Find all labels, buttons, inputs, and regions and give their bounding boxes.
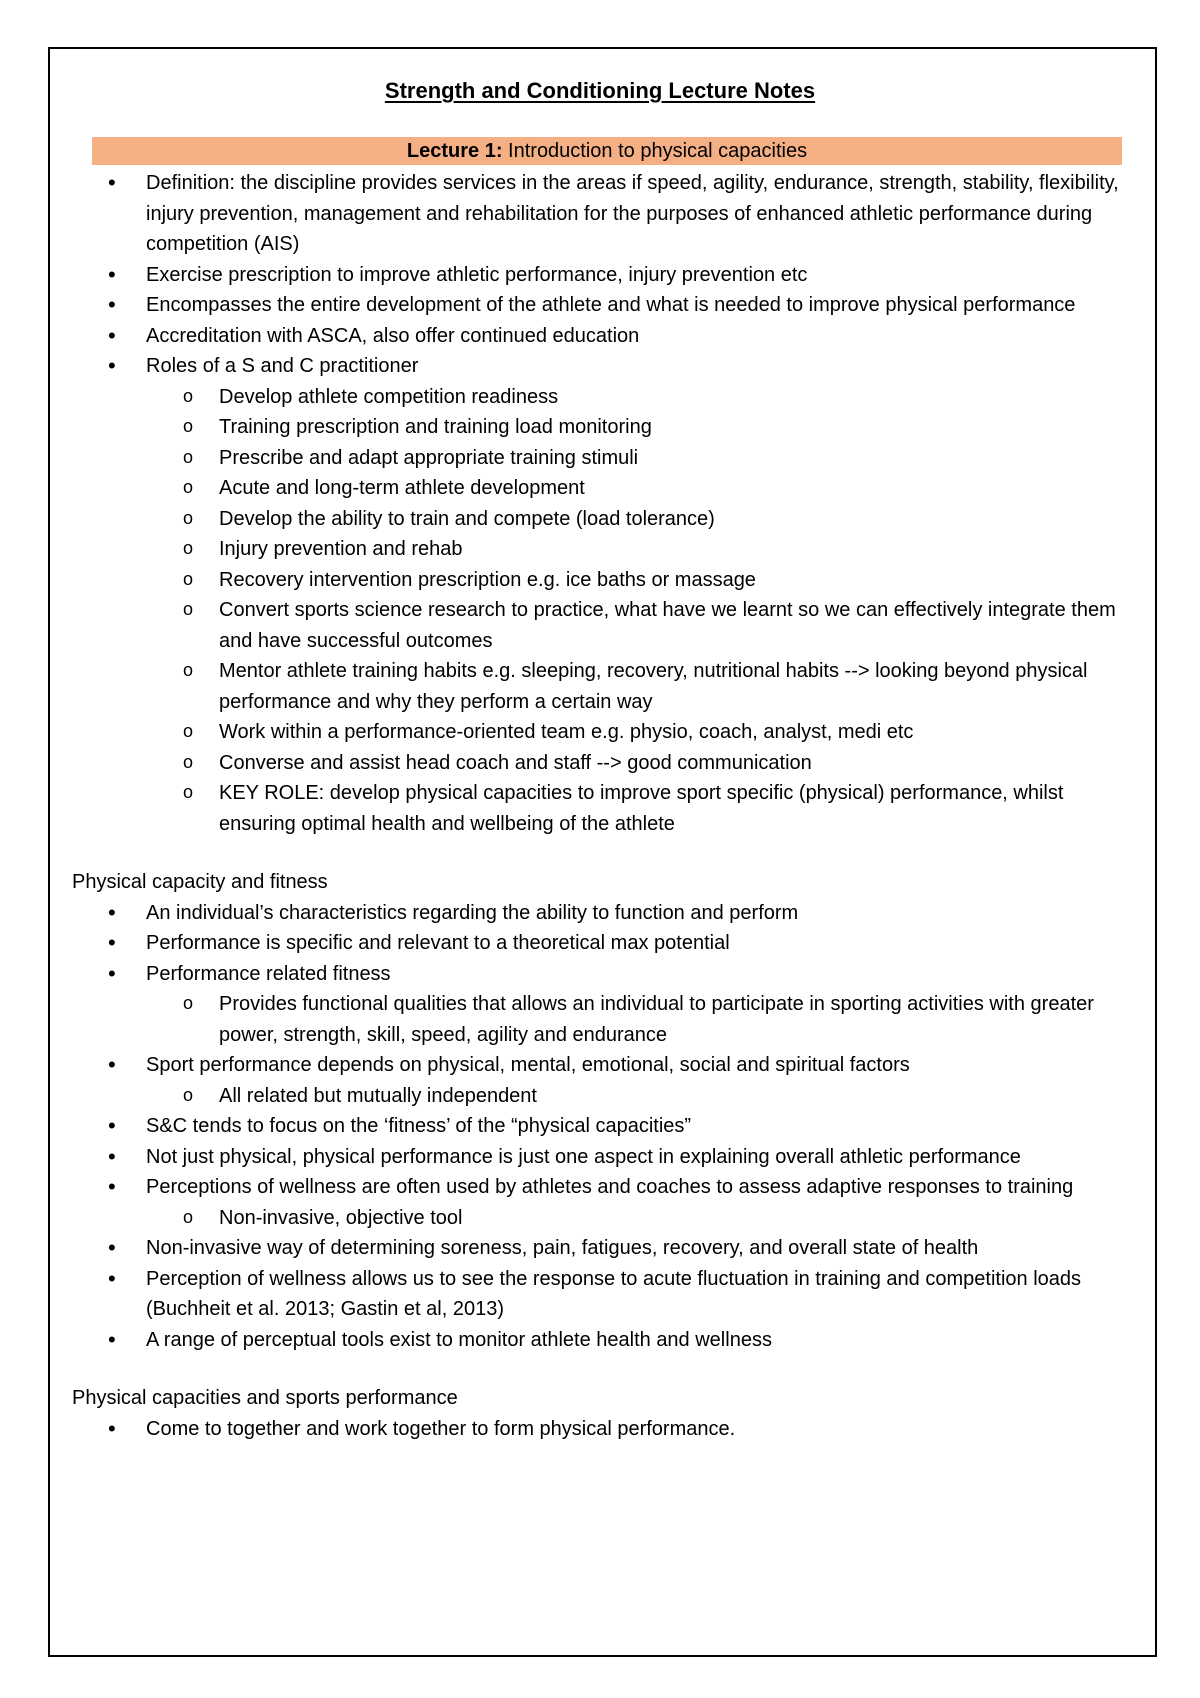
sub-list-item: o KEY ROLE: develop physical capacities to improve sport specific (physical) performance, whilst ensuring optimal health and wellbeing of the athlete <box>72 778 1132 839</box>
spacer <box>72 839 1132 867</box>
sub-list-item: o Converse and assist head coach and staff --> good communication <box>72 748 1132 779</box>
list-item: • Non-invasive way of determining soreness, pain, fatigues, recovery, and overall state of health <box>72 1233 1132 1264</box>
sub-list-item: o Develop the ability to train and compete (load tolerance) <box>72 504 1132 535</box>
list-item-text: Perceptions of wellness are often used by athletes and coaches to assess adaptive responses to training <box>146 1176 1074 1198</box>
sub-list <box>146 989 1132 1050</box>
list-item: • Accreditation with ASCA, also offer continued education <box>72 321 1132 352</box>
sub-list <box>146 1203 1132 1234</box>
sub-list-item: o Training prescription and training load monitoring <box>72 412 1132 443</box>
sub-list-item: o All related but mutually independent <box>72 1081 1132 1112</box>
list-item: • A range of perceptual tools exist to monitor athlete health and wellness <box>72 1325 1132 1356</box>
sub-list-item: o Recovery intervention prescription e.g. ice baths or massage <box>72 565 1132 596</box>
list-item: • Performance is specific and relevant to a theoretical max potential <box>72 928 1132 959</box>
sub-list-item: o Convert sports science research to practice, what have we learnt so we can effectively integrate them and have successful outcomes <box>72 595 1132 656</box>
list-item: • Definition: the discipline provides services in the areas if speed, agility, endurance, strength, stability, flexibility, injury prevention, management and rehabilitation for the purposes of enhanced athletic performance during competition (AIS) <box>72 168 1132 260</box>
list-item: • Not just physical, physical performance is just one aspect in explaining overall athletic performance <box>72 1142 1132 1173</box>
sub-list-item: o Develop athlete competition readiness <box>72 382 1132 413</box>
list-item: • Perception of wellness allows us to see the response to acute fluctuation in training and competition loads (Buchheit et al. 2013; Gastin et al, 2013) <box>72 1264 1132 1325</box>
lecture-number-label: Lecture 1: <box>406 140 503 162</box>
section-heading-sports-performance: Physical capacities and sports performance <box>72 1387 458 1409</box>
sub-list-item: o Provides functional qualities that allows an individual to participate in sporting activities with greater power, strength, skill, speed, agility and endurance <box>72 989 1132 1050</box>
sub-list <box>146 1081 1132 1112</box>
lecture-topic-text: Introduction to physical capacities <box>502 140 808 162</box>
list-item-text: Performance related fitness <box>146 962 391 985</box>
sports-performance-list <box>72 1414 1132 1445</box>
sub-list-item: o Mentor athlete training habits e.g. sleeping, recovery, nutritional habits --> looking beyond physical performance and why they perform a certain way <box>72 656 1132 717</box>
list-item: • S&C tends to focus on the ‘fitness’ of the “physical capacities” <box>72 1111 1132 1142</box>
document-title: Strength and Conditioning Lecture Notes <box>384 78 816 103</box>
list-item <box>72 1172 1132 1233</box>
list-item <box>72 959 1132 1051</box>
sub-list-item: o Non-invasive, objective tool <box>72 1203 1132 1234</box>
capacity-fitness-list <box>72 898 1132 1356</box>
list-item: • Encompasses the entire development of the athlete and what is needed to improve physical performance <box>72 290 1132 321</box>
lecture-heading-banner <box>92 137 1122 165</box>
sub-list-item: o Acute and long-term athlete development <box>72 473 1132 504</box>
list-item: • Come to together and work together to form physical performance. <box>72 1414 1132 1445</box>
list-item <box>72 351 1132 839</box>
roles-heading: Roles of a S and C practitioner <box>146 355 419 377</box>
lecture1-bullet-list <box>72 168 1132 839</box>
spacer <box>72 1355 1132 1383</box>
list-item: • Exercise prescription to improve athletic performance, injury prevention etc <box>72 260 1132 291</box>
list-item-text: Sport performance depends on physical, mental, emotional, social and spiritual factors <box>146 1054 910 1076</box>
sub-list-item: o Prescribe and adapt appropriate training stimuli <box>72 443 1132 474</box>
section-heading-capacity-fitness: Physical capacity and fitness <box>72 871 328 893</box>
list-item: • An individual’s characteristics regarding the ability to function and perform <box>72 898 1132 929</box>
sub-list-item: o Injury prevention and rehab <box>72 534 1132 565</box>
roles-sub-list <box>146 382 1132 840</box>
sub-list-item: o Work within a performance-oriented team e.g. physio, coach, analyst, medi etc <box>72 717 1132 748</box>
list-item <box>72 1050 1132 1111</box>
notes-content <box>72 168 1132 1444</box>
